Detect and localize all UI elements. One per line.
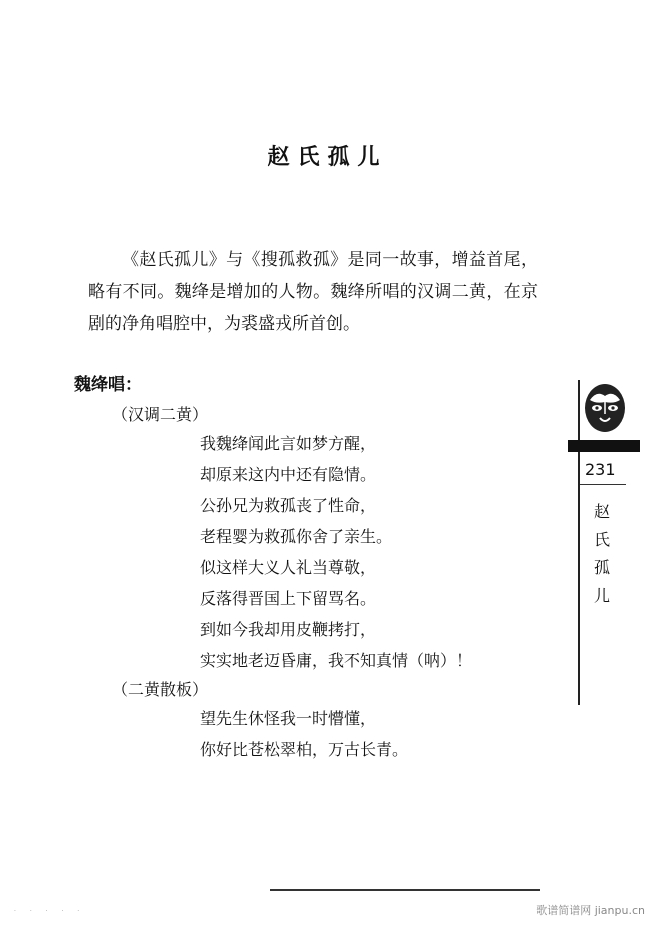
verse-block-2 <box>200 703 408 765</box>
watermark-text: 歌谱简谱网 jianpu.cn <box>536 904 645 917</box>
footer-rule <box>270 889 540 891</box>
scan-dots: · · · · · <box>14 908 86 915</box>
verse-line: 实实地老迈昏庸，我不知真情（呐）！ <box>200 651 473 670</box>
side-title <box>590 498 614 610</box>
margin-rule <box>578 380 580 705</box>
verse-line: 反落得晋国上下留骂名。 <box>200 589 377 608</box>
side-title-char: 赵 <box>593 502 610 521</box>
intro-text: 《赵氏孤儿》与《搜孤救孤》是同一故事，增益首尾，略有不同。魏绛是增加的人物。魏绛所唱的汉调二黄，在京剧的净角唱腔中，为裘盛戎所首创。 <box>88 250 538 334</box>
verse-line: 我魏绛闻此言如梦方醒， <box>200 434 377 453</box>
page-number-underline <box>580 484 626 485</box>
verse-line: 你好比苍松翠柏，万古长青。 <box>200 740 409 759</box>
page-title: 赵氏孤儿 <box>267 144 388 170</box>
verse-line: 公孙兄为救孤丧了性命， <box>200 496 377 515</box>
verse-line: 老程婴为救孤你舍了亲生。 <box>200 527 393 546</box>
side-title-char: 氏 <box>593 530 610 549</box>
chapter-tab <box>568 440 640 452</box>
intro-paragraph <box>88 244 538 340</box>
page-number: 231 <box>585 460 616 479</box>
verse-line: 望先生休怪我一时懵懂， <box>200 709 377 728</box>
verse-line: 却原来这内中还有隐情。 <box>200 465 377 484</box>
side-title-char: 孤 <box>593 558 610 577</box>
opera-mask-icon <box>582 382 628 434</box>
verse-line: 到如今我却用皮鞭拷打， <box>200 620 377 639</box>
verse-line: 似这样大义人礼当尊敬， <box>200 558 377 577</box>
tune-label-2: （二黄散板） <box>112 680 209 699</box>
side-title-char: 儿 <box>593 586 610 605</box>
tune-label-1: （汉调二黄） <box>112 405 209 424</box>
role-label: 魏绛唱： <box>74 375 142 395</box>
verse-block-1 <box>200 428 472 676</box>
